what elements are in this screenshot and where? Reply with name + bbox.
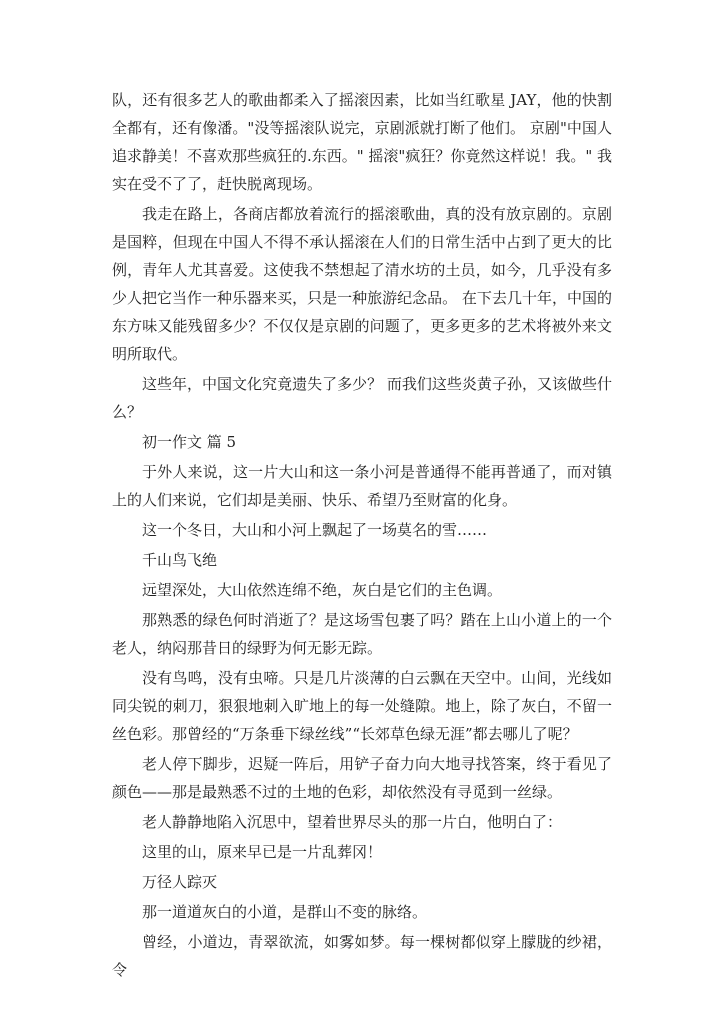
paragraph-12: 那一道道灰白的小道，是群山不变的脉络。 <box>142 903 428 921</box>
section-heading: 初一作文 篇 5 <box>142 433 237 451</box>
subheading-2: 万径人踪灭 <box>142 873 218 891</box>
subheading-1: 千山鸟飞绝 <box>142 551 218 569</box>
paragraph-10: 老人静静地陷入沉思中，望着世界尽头的那一片白，他明白了： <box>142 813 563 831</box>
paragraph-13: 曾经，小道边，青翠欲流，如雾如梦。每一棵树都似穿上朦胧的纱裙，令 <box>112 933 612 979</box>
paragraph-1: 队，还有很多艺人的歌曲都柔入了摇滚因素，比如当红歌星 JAY，他的快割全都有，还有像潘。"没等摇滚队说完，京剧派就打断了他们。 京剧"中国人追求静美！不喜欢那些疯狂的.东西。" 摇滚"疯狂？你竟然这样说！我。" 我实在受不了了，赶快脱离现场。 <box>112 91 613 193</box>
document-body <box>112 86 612 986</box>
paragraph-3: 这些年，中国文化究竟遗失了多少？ 而我们这些炎黄子孙，又该做些什么？ <box>112 375 612 421</box>
paragraph-6: 远望深处，大山依然连绵不绝，灰白是它们的主色调。 <box>142 581 503 599</box>
paragraph-4: 于外人来说，这一片大山和这一条小河是普通得不能再普通了，而对镇上的人们来说，它们却是美丽、快乐、希望乃至财富的化身。 <box>112 463 612 509</box>
paragraph-2: 我走在路上，各商店都放着流行的摇滚歌曲，真的没有放京剧的。京剧是国粹，但现在中国人不得不承认摇滚在人们的日常生活中占到了更大的比例，青年人尤其喜爱。这使我不禁想起了清水坊的土员，如今，几乎没有多少人把它当作一种乐器来买，只是一种旅游纪念品。 在下去几十年，中国的东方味又能残留多少？不仅仅是京剧的问题了，更多更多的艺术将被外来文明所取代。 <box>112 205 612 363</box>
paragraph-9: 老人停下脚步，迟疑一阵后，用铲子奋力向大地寻找答案，终于看见了颜色——那是最熟悉不过的土地的色彩，却依然没有寻觅到一丝绿。 <box>112 755 612 801</box>
paragraph-7: 那熟悉的绿色何时消逝了？是这场雪包裹了吗？踏在上山小道上的一个老人，纳闷那昔日的绿野为何无影无踪。 <box>112 611 612 657</box>
paragraph-8: 没有鸟鸣，没有虫啼。只是几片淡薄的白云飘在天空中。山间，光线如同尖锐的刺刀，狠狠地刺入旷地上的每一处缝隙。地上，除了灰白，不留一丝色彩。那曾经的“万条垂下绿丝线”“长郊草色绿无涯”都去哪儿了呢？ <box>112 669 612 743</box>
paragraph-11: 这里的山，原来早已是一片乱葬冈！ <box>142 843 383 861</box>
paragraph-5: 这一个冬日，大山和小河上飘起了一场莫名的雪…… <box>142 521 488 539</box>
